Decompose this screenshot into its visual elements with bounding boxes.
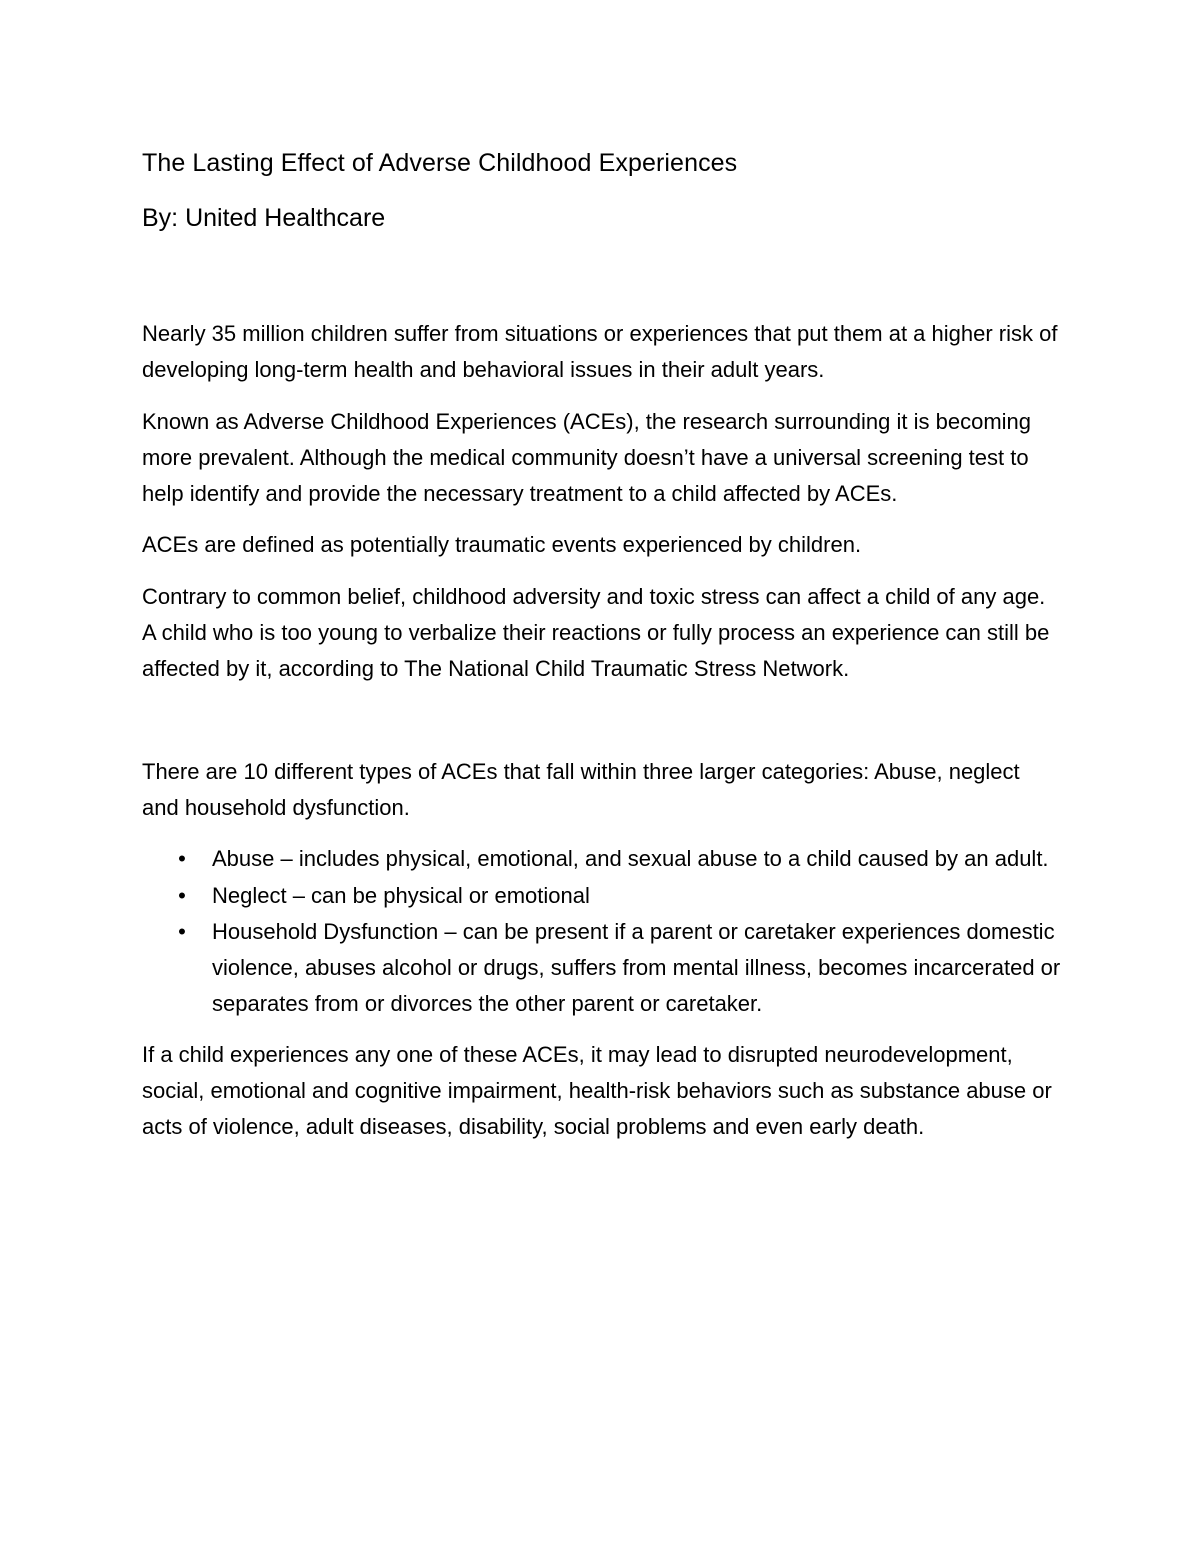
list-item [142,914,1062,1023]
document-title: The Lasting Effect of Adverse Childhood Experiences [142,149,738,177]
paragraph-aces-definition: ACEs are defined as potentially traumatic events experienced by children. [142,532,862,558]
paragraph-aces-research: Known as Adverse Childhood Experiences (ACEs), the research surrounding it is becoming more prevalent. Although the medical community doesn’t have a universal screening test to help identify and provide the necessary treatment to a child affected by ACEs. [142,408,1032,507]
paragraph-any-age: Contrary to common belief, childhood adversity and toxic stress can affect a child of any age. A child who is too young to verbalize their reactions or fully process an experience can still be affected by it, according to The National Child Traumatic Stress Network. [142,583,1050,682]
list-item [142,878,1062,914]
document-body [142,143,1062,1161]
list-item-text: Abuse – includes physical, emotional, and sexual abuse to a child caused by an adult. [212,846,1049,872]
document-byline: By: United Healthcare [142,204,386,232]
list-item-text: Neglect – can be physical or emotional [212,882,590,908]
paragraph-statistics: Nearly 35 million children suffer from situations or experiences that put them at a higher risk of developing long-term health and behavioral issues in their adult years. [142,321,1058,383]
paragraph-categories-intro: There are 10 different types of ACEs that fall within three larger categories: Abuse, neglect and household dysfunction. [142,758,1020,820]
list-item-text: Household Dysfunction – can be present if a parent or caretaker experiences domestic violence, abuses alcohol or drugs, suffers from mental illness, becomes incarcerated or separates from or divorces the other parent or caretaker. [212,918,1061,1017]
bullet-icon: • [178,846,186,872]
aces-category-list [142,841,1062,1022]
paragraph-consequences: If a child experiences any one of these ACEs, it may lead to disrupted neurodevelopment, social, emotional and cognitive impairment, health-risk behaviors such as substance abuse or acts of violence, adult diseases, disability, social problems and even early death. [142,1041,1052,1140]
bullet-icon: • [178,882,186,908]
bullet-icon: • [178,918,186,944]
list-item [142,841,1062,877]
